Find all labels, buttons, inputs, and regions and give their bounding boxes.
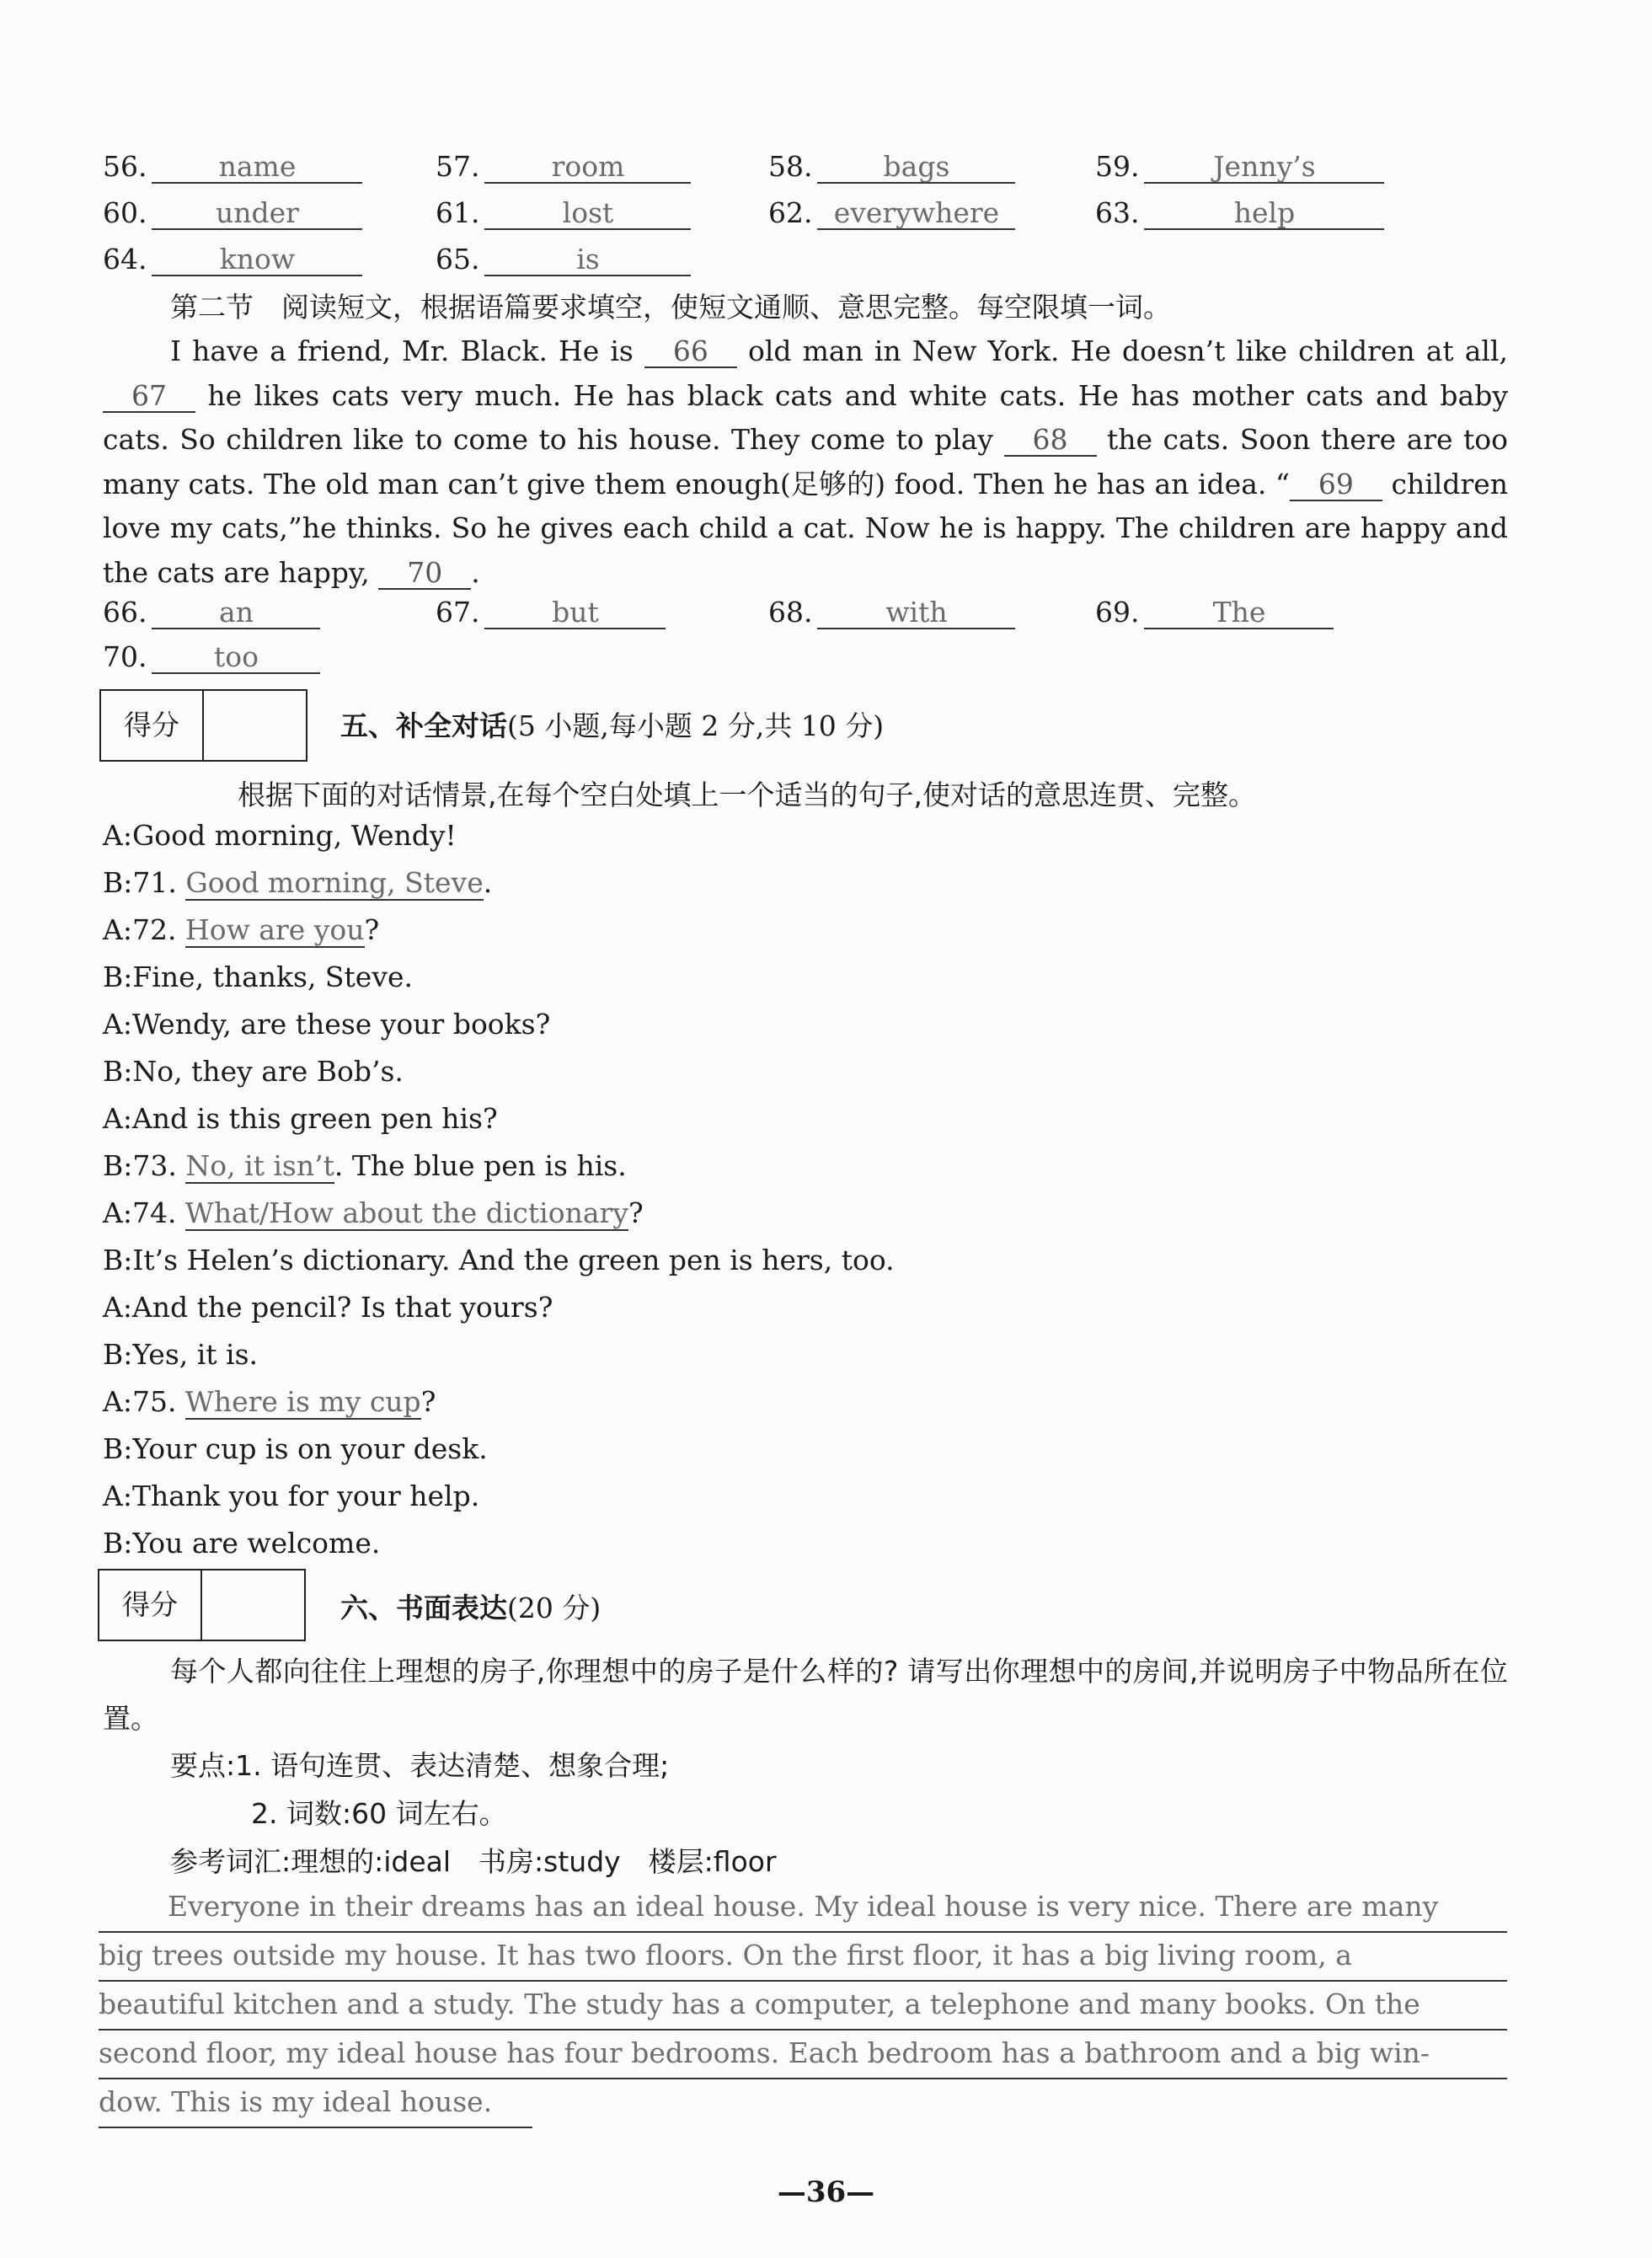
essay-text: big trees outside my house. It has two floors. On the first floor, it has a big living room, a bbox=[99, 1939, 1352, 1972]
part6-req2: 2. 词数:60 词左右。 bbox=[251, 1797, 507, 1830]
passage-text: he likes cats very much. He has black cats and white cats. He has mother cats and baby cats. So children like to come to his house. They come to play bbox=[103, 378, 1508, 456]
part6-title-text: 六、书面表达 bbox=[340, 1592, 507, 1624]
dialogue-line bbox=[103, 1527, 380, 1560]
answer-blank: too bbox=[152, 642, 320, 674]
passage-text: . bbox=[471, 555, 480, 589]
dialogue-line bbox=[103, 1244, 895, 1276]
dialogue-answer: What/How about the dictionary bbox=[184, 1196, 628, 1229]
dialogue-text: ? bbox=[628, 1196, 644, 1229]
answer-row bbox=[103, 150, 1552, 201]
answer-item bbox=[103, 640, 320, 674]
dialogue-line bbox=[103, 1479, 479, 1512]
score-label: 得分 bbox=[101, 691, 204, 760]
part5-title-text: 五、补全对话 bbox=[340, 709, 507, 742]
dialogue-text: B:Yes, it is. bbox=[103, 1338, 259, 1371]
answer-row bbox=[103, 196, 1552, 247]
essay-line bbox=[99, 2079, 532, 2128]
part5-title bbox=[340, 704, 884, 744]
answer-item bbox=[1095, 196, 1384, 230]
answer-item bbox=[768, 596, 1015, 629]
dialogue-text: ? bbox=[364, 913, 380, 946]
dialogue-text: . The blue pen is his. bbox=[334, 1149, 627, 1182]
dialogue-text: A:75. bbox=[103, 1385, 185, 1418]
answer-row bbox=[103, 596, 1552, 646]
passage-text: I have a friend, Mr. Black. He is bbox=[170, 334, 644, 367]
answer-blank: help bbox=[1144, 198, 1384, 230]
dialogue-text: ? bbox=[420, 1385, 436, 1418]
essay-line bbox=[99, 1933, 1507, 1982]
item-number: 68. bbox=[768, 596, 813, 629]
dialogue-line bbox=[103, 866, 492, 899]
dialogue-line bbox=[103, 913, 379, 946]
dialogue-line bbox=[103, 819, 457, 852]
part6-title-sub: (20 分) bbox=[507, 1592, 601, 1624]
dialogue-line bbox=[103, 1055, 404, 1088]
dialogue-line bbox=[103, 1008, 550, 1041]
dialogue-text: A:Good morning, Wendy! bbox=[103, 819, 457, 852]
dialogue-text: A:Thank you for your help. bbox=[103, 1479, 480, 1512]
blank-69: 69 bbox=[1290, 469, 1382, 501]
dialogue-answer: No, it isn’t bbox=[185, 1149, 334, 1182]
dialogue-line bbox=[103, 1432, 488, 1465]
answer-item bbox=[103, 243, 362, 276]
dialogue-text: B:It’s Helen’s dictionary. And the green pen is hers, too. bbox=[103, 1244, 895, 1276]
item-number: 64. bbox=[103, 243, 147, 276]
dialogue-line bbox=[103, 1291, 553, 1324]
blank-70: 70 bbox=[378, 558, 471, 590]
dialogue-text: A:Wendy, are these your books? bbox=[103, 1008, 551, 1041]
dialogue-line bbox=[103, 1385, 436, 1418]
dialogue-answer: How are you bbox=[184, 913, 365, 946]
essay-line bbox=[99, 1884, 1507, 1933]
blank-68: 68 bbox=[1004, 425, 1097, 457]
dialogue-answer: Where is my cup bbox=[184, 1385, 421, 1418]
answer-item bbox=[1095, 596, 1334, 629]
blank-67: 67 bbox=[103, 381, 195, 413]
answer-blank: with bbox=[817, 597, 1015, 629]
answer-item bbox=[768, 150, 1015, 184]
answer-blank: know bbox=[152, 244, 362, 276]
passage-text: old man in New York. He doesn’t like children at all, bbox=[736, 334, 1509, 367]
score-box-part5 bbox=[99, 689, 307, 762]
answer-item bbox=[103, 596, 320, 629]
dialogue-text: A:74. bbox=[103, 1196, 185, 1229]
part6-vocab: 参考词汇:理想的:ideal 书房:study 楼层:floor bbox=[170, 1845, 777, 1878]
item-number: 70. bbox=[103, 640, 147, 673]
answer-item bbox=[436, 150, 691, 184]
item-number: 66. bbox=[103, 596, 147, 629]
dialogue-text: B:73. bbox=[103, 1149, 186, 1182]
dialogue-text: B:No, they are Bob’s. bbox=[103, 1055, 404, 1088]
essay-text: Everyone in their dreams has an ideal house. My ideal house is very nice. There are many bbox=[168, 1890, 1439, 1923]
answer-item bbox=[103, 150, 362, 184]
part6-prompt: 每个人都向往住上理想的房子,你理想中的房子是什么样的? 请写出你理想中的房间,并说明房子中物品所在位置。 bbox=[103, 1655, 1508, 1735]
answer-blank: but bbox=[484, 597, 666, 629]
answer-blank: lost bbox=[484, 198, 691, 230]
answer-item bbox=[436, 243, 691, 276]
score-label: 得分 bbox=[99, 1570, 202, 1640]
item-number: 61. bbox=[436, 196, 480, 229]
answer-item bbox=[436, 596, 666, 629]
dialogue-text: A:72. bbox=[103, 913, 185, 946]
item-number: 67. bbox=[436, 596, 480, 629]
answer-blank: everywhere bbox=[817, 198, 1015, 230]
dialogue-line bbox=[103, 1196, 644, 1229]
passage-text: children love my cats,”he thinks. So he gives each child a cat. Now he is happy. The children are happy and the cats are happy, bbox=[103, 467, 1509, 589]
answer-row bbox=[103, 640, 1552, 691]
dialogue-text: . bbox=[483, 866, 493, 899]
dialogue-line bbox=[103, 1102, 498, 1135]
answer-item bbox=[436, 196, 691, 230]
dialogue-text: A:And the pencil? Is that yours? bbox=[103, 1291, 553, 1324]
dialogue-text: B:71. bbox=[103, 866, 186, 899]
item-number: 59. bbox=[1095, 150, 1140, 183]
answer-blank: Jenny’s bbox=[1144, 152, 1384, 184]
essay-answer bbox=[99, 1884, 1507, 2128]
item-number: 65. bbox=[436, 243, 480, 276]
answer-blank: name bbox=[152, 152, 362, 184]
item-number: 69. bbox=[1095, 596, 1140, 629]
essay-text: dow. This is my ideal house. bbox=[99, 2085, 493, 2118]
dialogue-text: A:And is this green pen his? bbox=[103, 1102, 498, 1135]
essay-text: beautiful kitchen and a study. The study has a computer, a telephone and many books. On the bbox=[99, 1988, 1420, 2020]
part6-req1: 要点:1. 语句连贯、表达清楚、想象合理; bbox=[170, 1749, 670, 1782]
answer-item bbox=[1095, 150, 1384, 184]
page-number: —36— bbox=[777, 2175, 875, 2209]
dialogue-line bbox=[103, 1338, 258, 1371]
part5-instruction: 根据下面的对话情景,在每个空白处填上一个适当的句子,使对话的意思连贯、完整。 bbox=[238, 779, 1256, 811]
dialogue-answer: Good morning, Steve bbox=[185, 866, 484, 899]
dialogue-text: B:Fine, thanks, Steve. bbox=[103, 960, 413, 993]
section2-heading: 第二节 阅读短文，根据语篇要求填空，使短文通顺、意思完整。每空限填一词。 bbox=[170, 291, 1171, 324]
answer-blank: an bbox=[152, 597, 320, 629]
answer-item bbox=[768, 196, 1015, 230]
answer-blank: bags bbox=[817, 152, 1015, 184]
dialogue-text: B:You are welcome. bbox=[103, 1527, 381, 1560]
answer-item bbox=[103, 196, 362, 230]
item-number: 56. bbox=[103, 150, 147, 183]
part5-title-sub: (5 小题,每小题 2 分,共 10 分) bbox=[507, 709, 885, 742]
item-number: 60. bbox=[103, 196, 147, 229]
blank-66: 66 bbox=[644, 336, 737, 368]
dialogue-line bbox=[103, 1149, 627, 1182]
answer-blank: under bbox=[152, 198, 362, 230]
essay-line bbox=[99, 2031, 1507, 2079]
item-number: 63. bbox=[1095, 196, 1140, 229]
answer-blank: room bbox=[484, 152, 691, 184]
item-number: 58. bbox=[768, 150, 813, 183]
essay-text: second floor, my ideal house has four bedrooms. Each bedroom has a bathroom and a big win- bbox=[99, 2036, 1430, 2069]
section2-passage bbox=[103, 329, 1508, 595]
dialogue-line bbox=[103, 960, 413, 993]
essay-line bbox=[99, 1982, 1507, 2031]
item-number: 57. bbox=[436, 150, 480, 183]
answer-blank: is bbox=[484, 244, 691, 276]
part6-title bbox=[340, 1586, 601, 1626]
score-box-part6 bbox=[98, 1569, 306, 1641]
passage-text: the cats. Soon there are too many cats. The old man can’t give them enough(足够的) food. Then he has an idea. “ bbox=[103, 423, 1508, 500]
dialogue-text: B:Your cup is on your desk. bbox=[103, 1432, 488, 1465]
answer-blank: The bbox=[1144, 597, 1334, 629]
item-number: 62. bbox=[768, 196, 813, 229]
